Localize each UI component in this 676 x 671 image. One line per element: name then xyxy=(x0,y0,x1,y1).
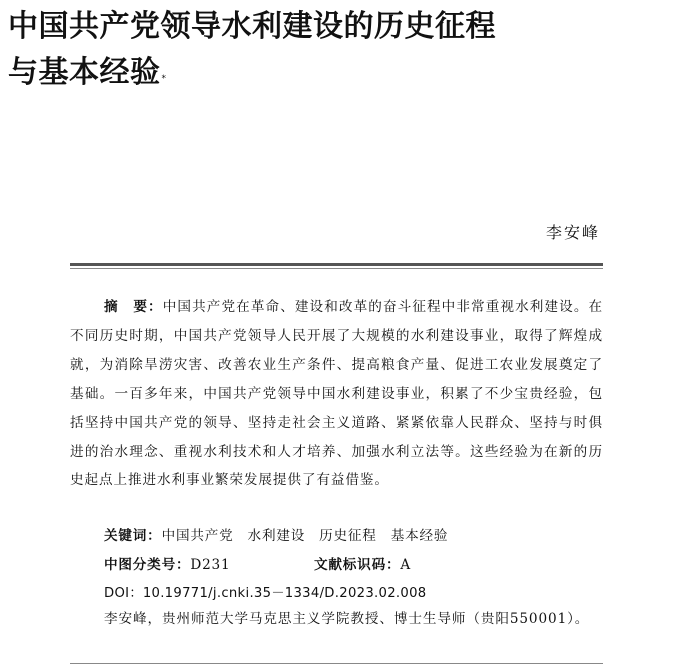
document-code xyxy=(314,553,411,573)
keyword-item: 水利建设 xyxy=(247,528,306,544)
bottom-rule xyxy=(70,663,603,664)
title-line-1: 中国共产党领导水利建设的历史征程 xyxy=(8,9,496,44)
keywords-row xyxy=(104,524,448,544)
doi-value[interactable]: 10.19771/j.cnki.35－1334/D.2023.02.008 xyxy=(142,586,427,601)
classification-row xyxy=(104,553,524,573)
keyword-item: 基本经验 xyxy=(390,528,449,544)
top-rule-thick xyxy=(70,263,603,266)
title-line-2-text: 与基本经验 xyxy=(8,55,161,90)
abstract-text: 中国共产党在革命、建设和改革的奋斗征程中非常重视水利建设。在不同历史时期，中国共产党领导人民开展了大规模的水利建设事业，取得了辉煌成就，为消除旱涝灾害、改善农业生产条件、提高粮食产量、促进工农业发展奠定了基础。一百多年来，中国共产党领导中国水利建设事业，积累了不少宝贵经验，包括坚持中国共产党的领导、坚持走社会主义道路、紧紧依靠人民群众、坚持与时俱进的治水理念、重视水利技术和人才培养、加强水利立法等。这些经验为在新的历史起点上推进水利事业繁荣发展提供了有益借鉴。 xyxy=(70,299,603,489)
keyword-item: 中国共产党 xyxy=(161,528,234,544)
doi-row xyxy=(104,582,426,601)
document-code-label: 文献标识码： xyxy=(314,557,401,573)
title-line-2 xyxy=(8,50,668,96)
abstract xyxy=(70,293,603,495)
top-rule-thin xyxy=(70,268,603,269)
abstract-label: 摘 要： xyxy=(104,299,163,315)
classification-value: D231 xyxy=(190,557,231,573)
keyword-item: 历史征程 xyxy=(319,528,377,544)
keywords-label: 关键词： xyxy=(104,528,162,544)
author-name: 李安峰 xyxy=(545,223,600,242)
doi-label: DOI： xyxy=(104,586,143,601)
title-footnote-mark[interactable]: * xyxy=(161,74,167,84)
author-bio: 李安峰，贵州师范大学马克思主义学院教授、博士生导师（贵阳550001）。 xyxy=(104,611,590,627)
article-title xyxy=(8,4,668,96)
document-code-value: A xyxy=(400,557,411,573)
classification-label: 中图分类号： xyxy=(104,557,191,573)
